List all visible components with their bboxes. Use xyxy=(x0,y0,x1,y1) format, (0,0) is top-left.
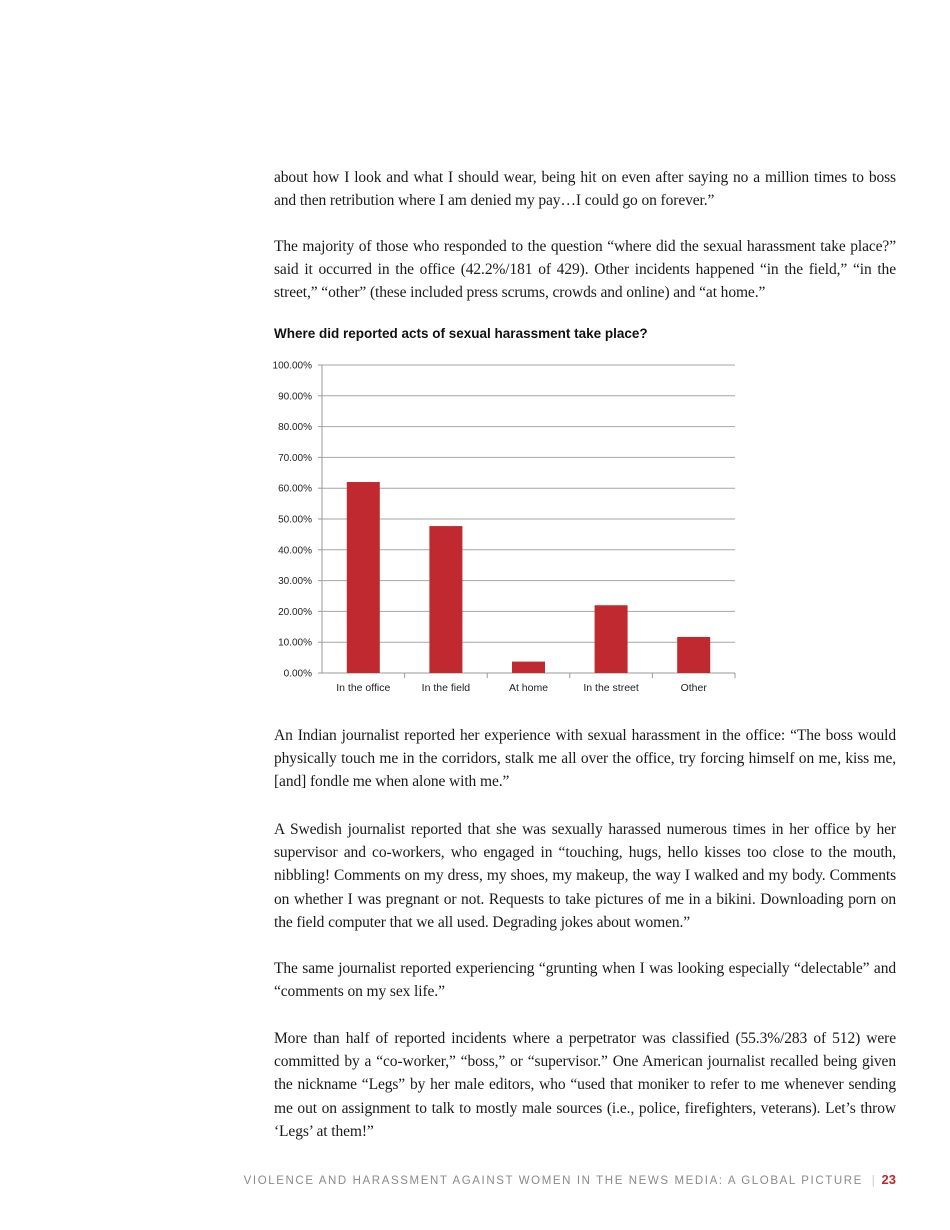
x-tick-label: In the office xyxy=(336,682,391,694)
y-tick-label: 30.00% xyxy=(278,576,312,588)
body-paragraph: A Swedish journalist reported that she was sexually harassed numerous times in her office by her supervisor and co-workers, who engaged in “touching, hugs, hello kisses too close to the mouth, nibbling! Comments on my dress, my shoes, my makeup, the way I walked and my body. Comments on whether I was pregnant or not. Requests to take pictures of me in a bikini. Downloading porn on the field computer that we all used. Degrading jokes about women.” xyxy=(274,821,896,931)
page-footer xyxy=(244,1172,896,1187)
x-tick-label: In the street xyxy=(583,682,639,694)
y-tick-label: 70.00% xyxy=(278,452,312,464)
body-paragraph: More than half of reported incidents where a perpetrator was classified (55.3%/283 of 512) were committed by a “co-worker,” “boss,” or “supervisor.” One American journalist recalled being given the nickname “Legs” by her male editors, who “used that moniker to refer to me whenever sending me out on assignment to talk to mostly male sources (i.e., police, firefighters, veterans). Let’s throw ‘Legs’ at them!” xyxy=(274,1030,896,1140)
y-tick-label: 90.00% xyxy=(278,391,312,403)
y-tick-label: 40.00% xyxy=(278,545,312,557)
y-tick-label: 0.00% xyxy=(283,668,312,680)
y-tick-label: 10.00% xyxy=(278,637,312,649)
y-tick-label: 80.00% xyxy=(278,422,312,434)
bar xyxy=(677,637,710,673)
body-paragraph: The same journalist reported experiencing “grunting when I was looking especially “delectable” and “comments on my sex life.” xyxy=(274,960,896,1001)
bar xyxy=(595,605,628,673)
x-tick-label: At home xyxy=(508,682,549,694)
footer-title: VIOLENCE AND HARASSMENT AGAINST WOMEN IN THE NEWS MEDIA: A GLOBAL PICTURE xyxy=(243,1175,863,1187)
bar-chart xyxy=(264,352,754,702)
y-tick-label: 100.00% xyxy=(272,360,312,372)
y-tick-label: 60.00% xyxy=(278,483,312,495)
body-paragraph: The majority of those who responded to the question “where did the sexual harassment take place?” said it occurred in the office (42.2%/181 of 429). Other incidents happened “in the field,” “in the street,” “other” (these included press scrums, crowds and online) and “at home.” xyxy=(274,238,896,302)
body-paragraph: about how I look and what I should wear, being hit on even after saying no a million times to boss and then retribution where I am denied my pay…I could go on forever.” xyxy=(274,169,896,210)
y-tick-label: 50.00% xyxy=(278,514,312,526)
page-number: 23 xyxy=(881,1172,896,1187)
bar xyxy=(429,526,462,673)
chart-title: Where did reported acts of sexual harassment take place? xyxy=(274,326,648,341)
bar xyxy=(347,482,380,673)
bar xyxy=(512,662,545,673)
body-paragraph: An Indian journalist reported her experience with sexual harassment in the office: “The boss would physically touch me in the corridors, stalk me all over the office, try forcing himself on me, kiss me, [and] fondle me when alone with me.” xyxy=(274,727,896,791)
footer-separator: | xyxy=(871,1175,875,1187)
x-tick-label: In the field xyxy=(421,682,471,694)
x-tick-label: Other xyxy=(680,682,707,694)
y-tick-label: 20.00% xyxy=(278,606,312,618)
